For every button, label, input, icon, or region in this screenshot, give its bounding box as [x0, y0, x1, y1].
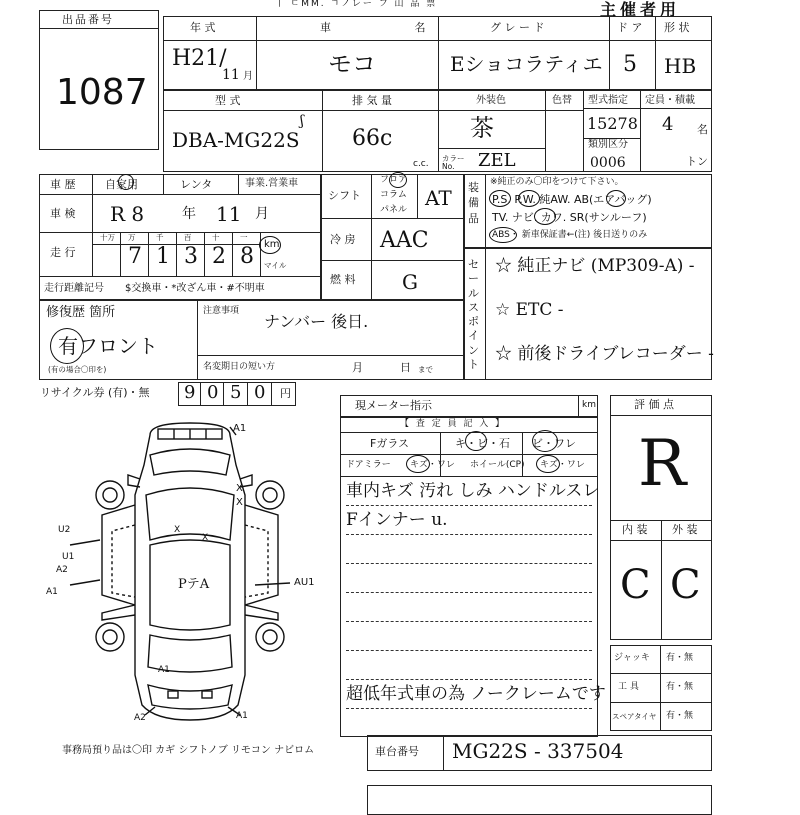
- rental-option: レンタ: [180, 178, 213, 191]
- glass-right-circle: [532, 430, 558, 452]
- category-header: 類別区分: [588, 139, 628, 150]
- held-items-label: 事務局預り品は〇印 カギ シフトノブ リモコン ナビロム: [62, 745, 315, 756]
- deadline-made: まで: [418, 365, 433, 374]
- car-name: モコ: [328, 50, 376, 78]
- recycle-label: リサイクル券 (有)・無: [40, 386, 150, 399]
- history-table: [39, 174, 321, 300]
- history-private-option: 自家用: [105, 178, 138, 191]
- history-label: 車 歴: [50, 178, 76, 191]
- car-damage-diagram: [40, 415, 335, 735]
- inspection-year-unit: 年: [182, 206, 196, 222]
- glass-label: Fガラス: [370, 437, 409, 450]
- model-mark: ʃ: [300, 113, 304, 129]
- inspector-header: 【 査 定 員 記 入 】: [400, 419, 507, 429]
- displacement-header: 排 気 量: [352, 94, 392, 107]
- floor-shift-circle: [389, 172, 407, 188]
- glass-chip-circle: [465, 431, 487, 451]
- equipment-label: 装備品: [468, 181, 479, 225]
- lot-number-label: 出品番号: [62, 13, 114, 26]
- sales-point-2: ☆ ETC -: [495, 300, 564, 320]
- tool-jack-options: 有・無: [666, 653, 694, 663]
- km-unit: km: [264, 239, 280, 250]
- mileage-label: 走 行: [50, 246, 76, 259]
- lot-number: 1087: [56, 72, 148, 113]
- inspector-line-8: 超低年式車の為 ノークレームです: [346, 684, 606, 704]
- glass-options: キ・ビ・石: [455, 437, 510, 450]
- color-header: 外装色: [476, 95, 506, 106]
- model-value: DBA-MG22S: [172, 128, 300, 152]
- displacement-value: 66c: [352, 126, 393, 151]
- capacity-unit: 名: [697, 123, 708, 136]
- mileage-digit-4: 3: [184, 244, 198, 269]
- fuel-value: G: [402, 270, 418, 294]
- wheel-options: キズ・ワレ: [540, 460, 585, 470]
- shift-value: AT: [425, 186, 452, 210]
- shift-panel: パネル: [380, 205, 408, 215]
- mileage-unit-3: 千: [156, 233, 164, 242]
- mileage-unit-2: 万: [128, 233, 136, 242]
- tonnage-unit: トン: [686, 155, 708, 168]
- recycle-digit-4: 0: [254, 382, 266, 403]
- diagram-mark-4: U2: [58, 525, 71, 535]
- record-label: 走行距離記号: [44, 283, 104, 294]
- ac-label: 冷 房: [330, 233, 356, 246]
- diagram-mark-9: X: [202, 533, 209, 543]
- sales-point-3: ☆ 前後ドライブレコーダー -: [495, 344, 714, 364]
- interior-grade: C: [620, 562, 651, 608]
- equipment-note: ※純正のみ〇印をつけて下さい。: [490, 177, 624, 187]
- doors-value: 5: [623, 52, 637, 77]
- diagram-mark-10: PテA: [178, 577, 210, 592]
- km-circle: [259, 236, 281, 254]
- diagram-mark-6: A2: [56, 565, 68, 575]
- model-header: 型 式: [215, 94, 241, 107]
- ac-value: AAC: [380, 228, 429, 253]
- model-designation-value: 15278: [587, 114, 638, 133]
- mileage-digit-3: 1: [156, 244, 170, 269]
- year-month: 11: [222, 67, 240, 83]
- diagram-mark-7: A1: [46, 587, 58, 597]
- repair-footnote: (有の場合〇印を): [48, 365, 107, 374]
- mileage-unit-6: 一: [240, 233, 248, 242]
- diagram-mark-13: A2: [134, 713, 146, 723]
- tool-spare-label: スペアタイヤ: [612, 712, 657, 721]
- model-designation-header: 型式指定: [588, 95, 628, 106]
- car-name-header: 車 名: [320, 21, 466, 34]
- meter-label: 現メーター指示: [355, 399, 432, 412]
- fuel-label: 燃 料: [330, 273, 356, 286]
- diagram-mark-14: A1: [236, 711, 248, 721]
- chassis-value: MG22S - 337504: [452, 739, 624, 763]
- equipment-line-2: TV. ナビ. カワ. SR(サンルーフ): [492, 211, 647, 224]
- diagram-mark-1: A1: [233, 423, 247, 434]
- repair-yes-circle: [50, 328, 84, 364]
- navi-circle: [534, 208, 556, 225]
- tool-spare-options: 有・無: [666, 711, 694, 721]
- exterior-label: 外 装: [672, 523, 698, 536]
- shape-value: HB: [664, 54, 697, 78]
- equipment-line-3: ABS・ 新車保証書←(注) 後日送りのみ: [492, 230, 648, 240]
- inspection-value: R 8: [110, 202, 145, 226]
- diagram-mark-11: AU1: [294, 577, 315, 588]
- exterior-grade: C: [670, 562, 701, 608]
- recycle-digit-2: 0: [207, 382, 219, 403]
- organizer-title: 主催者用: [600, 0, 681, 19]
- ps-circle: [489, 190, 511, 207]
- form-header-title: ㅣ ㄷΜΜ. ㄱノレー フ 山 品 票: [275, 0, 438, 9]
- shift-column: コラム: [380, 190, 407, 200]
- shape-header: 形 状: [664, 21, 690, 34]
- year-month-unit: 月: [243, 71, 253, 82]
- tool-jack-label: ジャッキ: [614, 653, 650, 663]
- mirror-circle: [406, 455, 430, 473]
- year-header: 年 式: [190, 21, 216, 34]
- diagram-mark-2: X: [236, 483, 243, 494]
- color-number-label: カラー No.: [442, 154, 465, 171]
- meter-km: km: [582, 400, 596, 410]
- pw-circle: [518, 190, 540, 207]
- sales-point-1: ☆ 純正ナビ (MP309-A) -: [495, 256, 695, 276]
- mirror-label: ドアミラー: [346, 460, 391, 470]
- diagram-mark-5: U1: [62, 552, 75, 562]
- repair-value: 有フロント: [58, 334, 158, 358]
- inspector-line-2: Fインナー u.: [346, 510, 448, 530]
- shift-floor: フロア: [380, 175, 408, 185]
- mile-unit: マイル: [264, 261, 287, 270]
- diagram-mark-8: X: [174, 525, 181, 535]
- equipment-line-1: P.S. P.W. 純AW. AB(エアバッグ): [492, 193, 652, 206]
- diagram-mark-12: A1: [158, 665, 170, 675]
- color-code: ZEL: [478, 150, 516, 171]
- deadline-label: 名変期日の短い方: [203, 362, 276, 372]
- mirror-options: キズ・ワレ: [410, 460, 455, 470]
- inspection-label: 車 検: [50, 207, 76, 220]
- chassis-label: 車台番号: [375, 745, 419, 758]
- category-value: 0006: [590, 155, 626, 171]
- deadline-day: 日: [400, 361, 411, 374]
- recycle-digit-3: 5: [230, 382, 242, 403]
- capacity-value: 4: [662, 114, 674, 135]
- color-change-header: 色替: [552, 95, 572, 106]
- mileage-unit-5: 十: [212, 233, 220, 242]
- diagram-mark-3: X: [236, 497, 243, 508]
- mileage-digit-2: 7: [128, 244, 142, 269]
- bottom-partial-box: [367, 785, 712, 815]
- cc-unit: c.c.: [413, 159, 429, 169]
- mileage-unit-1: 十万: [100, 233, 115, 242]
- yen-unit: 円: [280, 387, 291, 400]
- private-use-circle: [118, 174, 134, 190]
- doors-header: ド ア: [617, 21, 643, 34]
- mileage-digit-6: 8: [240, 244, 254, 269]
- shift-label: シフト: [328, 189, 361, 202]
- repair-label: 修復歴 箇所: [46, 305, 116, 320]
- tool-kit-label: 工 具: [618, 682, 639, 692]
- notes-value: ナンバー 後日.: [264, 312, 369, 331]
- evaluation-label: 評 価 点: [634, 398, 674, 411]
- wheel-label: ホイール(CP): [470, 460, 525, 470]
- glass-right-options: ビ・ワレ: [532, 437, 576, 450]
- recycle-digit-1: 9: [184, 382, 196, 403]
- deadline-month: 月: [352, 361, 363, 374]
- mileage-digit-5: 2: [212, 244, 226, 269]
- inspector-line-1: 車内キズ 汚れ しみ ハンドルスレ: [346, 481, 600, 501]
- grade-header: グ レ ー ド: [490, 21, 545, 34]
- interior-label: 内 装: [622, 523, 648, 536]
- business-option: 事業.営業車: [245, 178, 299, 189]
- grade-value: Eショコラティエ: [450, 52, 603, 76]
- record-options: $交換車・*改ざん車・#不明車: [125, 283, 265, 294]
- ab-circle: [606, 190, 626, 207]
- wheel-circle: [536, 455, 560, 473]
- sales-point-label: セールスポイント: [468, 258, 479, 372]
- notes-label: 注意事項: [203, 306, 240, 316]
- abs-circle: [489, 227, 517, 243]
- evaluation-score: R: [638, 427, 687, 501]
- tool-kit-options: 有・無: [666, 682, 694, 692]
- mileage-unit-4: 百: [184, 233, 192, 242]
- inspection-month-unit: 月: [255, 206, 269, 222]
- color-value: 茶: [470, 114, 494, 142]
- year-era: H21/: [172, 46, 227, 71]
- capacity-header: 定員・積載: [645, 95, 695, 106]
- inspection-month: 11: [216, 202, 242, 226]
